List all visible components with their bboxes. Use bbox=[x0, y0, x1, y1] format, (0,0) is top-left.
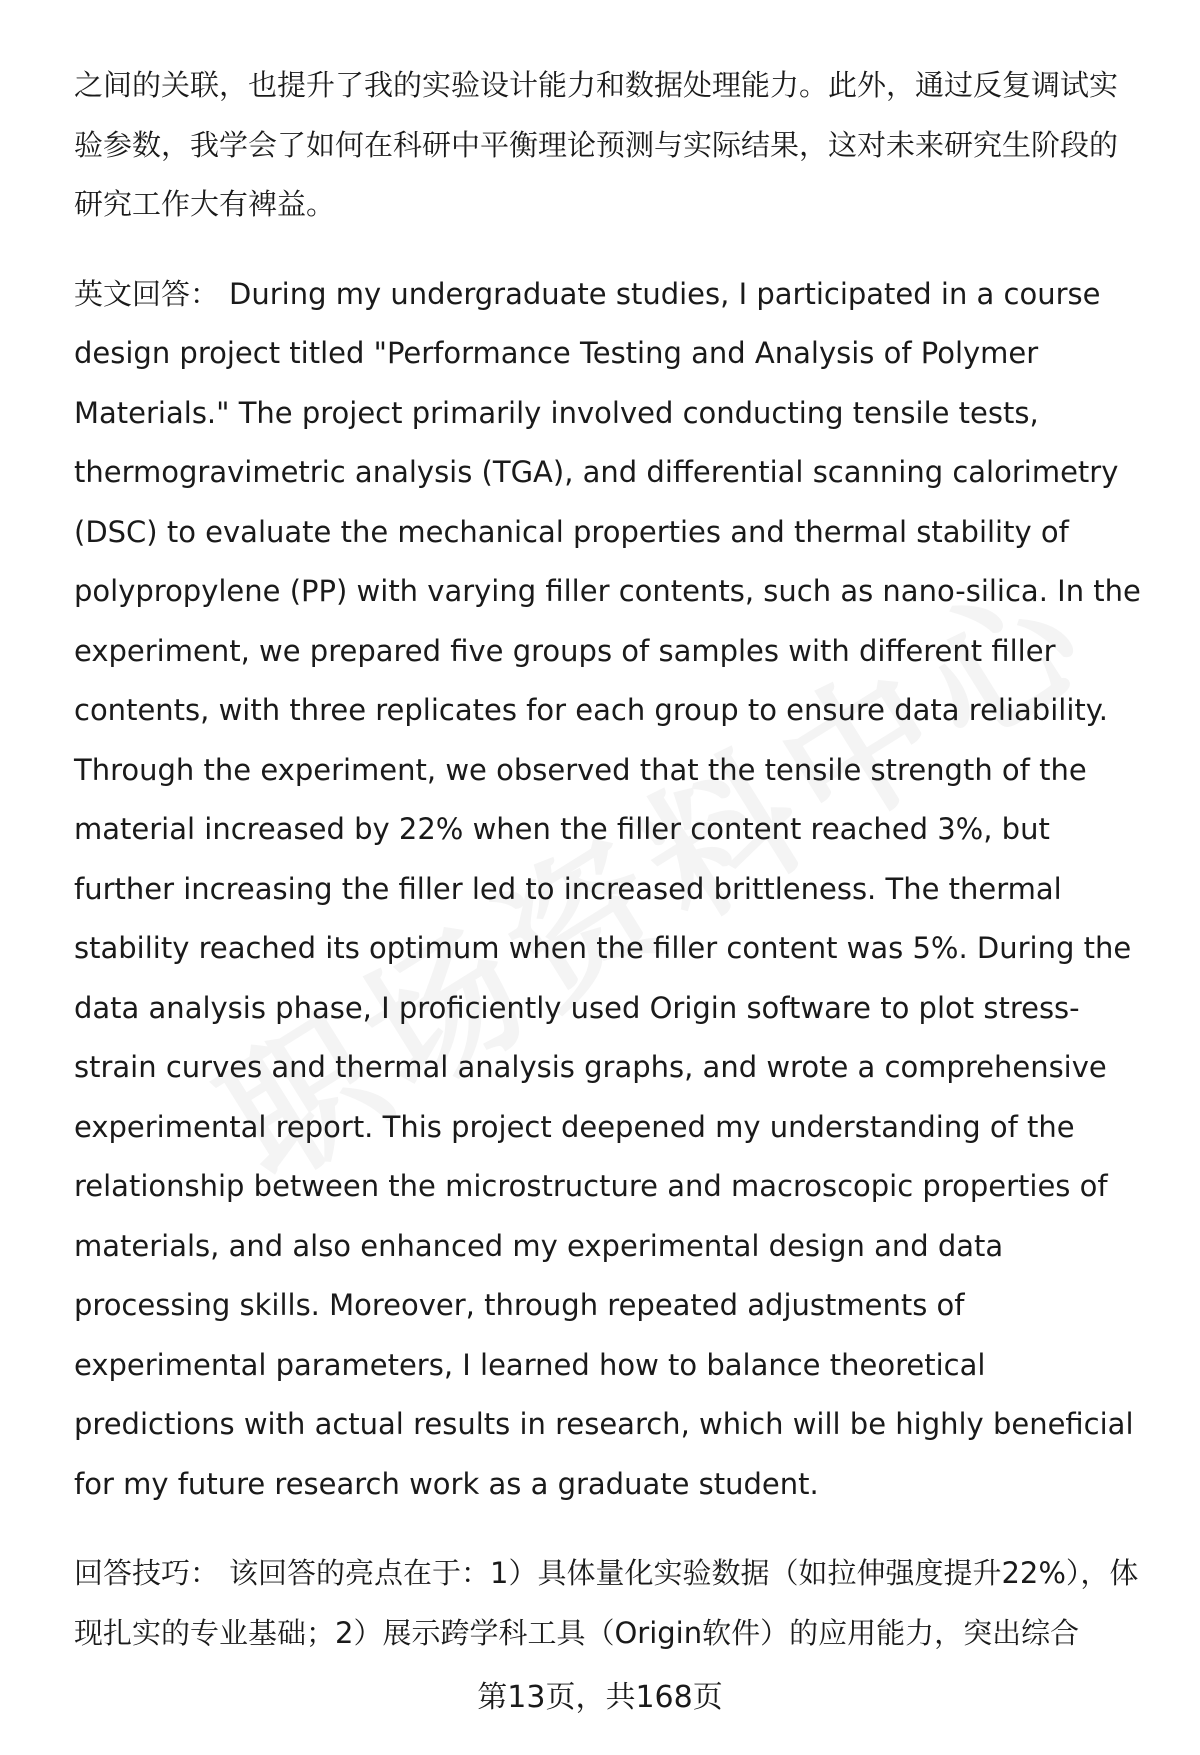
english-answer-label: 英文回答： bbox=[74, 276, 220, 311]
document-page bbox=[74, 56, 1144, 1663]
tips-text: 该回答的亮点在于：1）具体量化实验数据（如拉伸强度提升22%），体现扎实的专业基础；2）展示跨学科工具（Origin软件）的应用能力，突出综合 bbox=[74, 1556, 1139, 1650]
tips-label: 回答技巧： bbox=[74, 1556, 220, 1590]
paragraph-continuation: 之间的关联，也提升了我的实验设计能力和数据处理能力。此外，通过反复调试实验参数，我学会了如何在科研中平衡理论预测与实际结果，这对未来研究生阶段的研究工作大有裨益。 bbox=[74, 68, 1119, 221]
tips-paragraph bbox=[74, 1544, 1144, 1663]
english-answer-text: During my undergraduate studies, I participated in a course design project titled "Performance Testing and Analysis of Polymer Materials." The project primarily involved conducting tensile tests, thermogravimetric analysis (TGA), and differential scanning calorimetry (DSC) to evaluate the mechanical properties and thermal stability of polypropylene (PP) with varying filler contents, such as nano-silica. In the experiment, we prepared five groups of samples with different filler contents, with three replicates for each group to ensure data reliability. Through the experiment, we observed that the tensile strength of the material increased by 22% when the filler content reached 3%, but further increasing the filler led to increased brittleness. The thermal stability reached its optimum when the filler content was 5%. During the data analysis phase, I proficiently used Origin software to plot stress-strain curves and thermal analysis graphs, and wrote a comprehensive experimental report. This project deepened my understanding of the relationship between the microstructure and macroscopic properties of materials, and also enhanced my experimental design and data processing skills. Moreover, through repeated adjustments of experimental parameters, I learned how to balance theoretical predictions with actual results in research, which will be highly beneficial for my future research work as a graduate student. bbox=[74, 276, 1141, 1501]
page-number: 第13页，共168页 bbox=[477, 1680, 723, 1715]
english-answer-paragraph bbox=[74, 265, 1144, 1515]
